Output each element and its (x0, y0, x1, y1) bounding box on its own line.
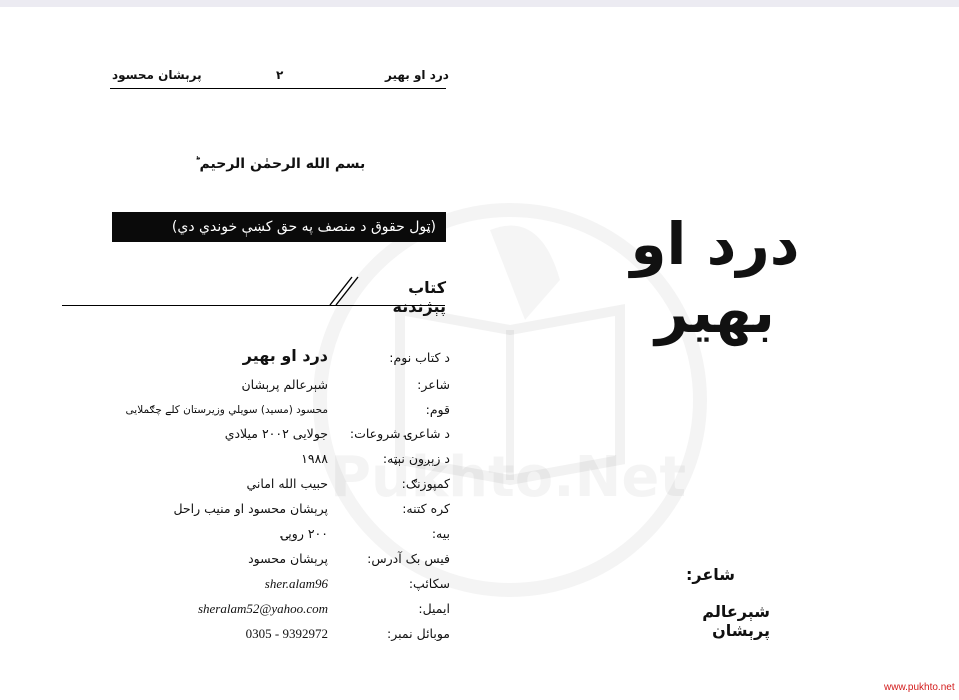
info-label: سکائپ: (408, 576, 450, 591)
bismillah: بسم الله الرحمٰن الرحيم ؕ (194, 156, 366, 172)
rights-banner (112, 212, 446, 242)
info-row-proofreading (90, 501, 450, 523)
info-value: درد او بهیر (242, 346, 328, 365)
header-author: پرېشان محسود (112, 68, 202, 82)
info-row-poetry-start (90, 426, 450, 448)
rights-text: (ټول حقوق د منصف په حق کښې خوندي دي) (171, 219, 436, 235)
info-label: ایمیل: (418, 601, 450, 616)
info-value: پرېشان محسود او منيب راحل (173, 501, 328, 516)
info-row-tribe (90, 402, 450, 424)
section-rule (62, 305, 445, 306)
info-label: قوم: (425, 402, 450, 417)
info-value: sher.alam96 (264, 576, 328, 591)
poet-label: شاعر: (685, 565, 735, 584)
header-book-title: درد او بهیر (385, 68, 449, 82)
site-watermark: www.pukhto.net (884, 682, 955, 693)
info-value: شېرعالم پرېشان (241, 377, 328, 392)
book-title: درد او بهیر (630, 210, 800, 346)
info-value: sheralam52@yahoo.com (197, 601, 328, 616)
info-label: کره کتنه: (402, 501, 450, 516)
info-row-mobile (90, 626, 450, 648)
info-label: فیس بک آدرس: (367, 551, 450, 566)
info-row-birth-date (90, 451, 450, 473)
page-number: ۲ (276, 68, 284, 82)
section-title: کتاب پېژندنه (392, 278, 446, 316)
info-row-email (90, 601, 450, 623)
info-label: بیه: (431, 526, 450, 541)
browser-top-bar (0, 0, 959, 7)
info-label: د شاعرۍ شروعات: (349, 426, 450, 441)
info-value: ۲۰۰ روپۍ (280, 526, 328, 541)
info-row-book-name (90, 346, 450, 372)
info-label: شاعر: (417, 377, 450, 392)
info-value: پرېشان محسود (248, 551, 328, 566)
info-label: موبائل نمبر: (387, 626, 450, 641)
info-row-price (90, 526, 450, 548)
slash-decoration (322, 275, 362, 307)
info-value: جولایی ۲۰۰۲ میلادي (224, 426, 328, 441)
info-row-poet (90, 377, 450, 399)
info-value: 0305 - 9392972 (245, 626, 328, 641)
info-row-composing (90, 476, 450, 498)
info-value: ۱۹۸۸ (301, 451, 328, 466)
info-row-skype (90, 576, 450, 598)
info-label: کمپوزنګ: (401, 476, 450, 491)
info-row-facebook (90, 551, 450, 573)
info-value: محسود (مسید) سویلي وزیرستان کلے چګملایی (125, 404, 328, 416)
poet-name: شېرعالم پرېشان (702, 602, 770, 640)
header-rule (110, 88, 446, 89)
info-label: د زېږون نېټه: (382, 451, 450, 466)
info-label: د کتاب نوم: (389, 350, 450, 365)
info-value: حبيب الله اماني (246, 476, 328, 491)
